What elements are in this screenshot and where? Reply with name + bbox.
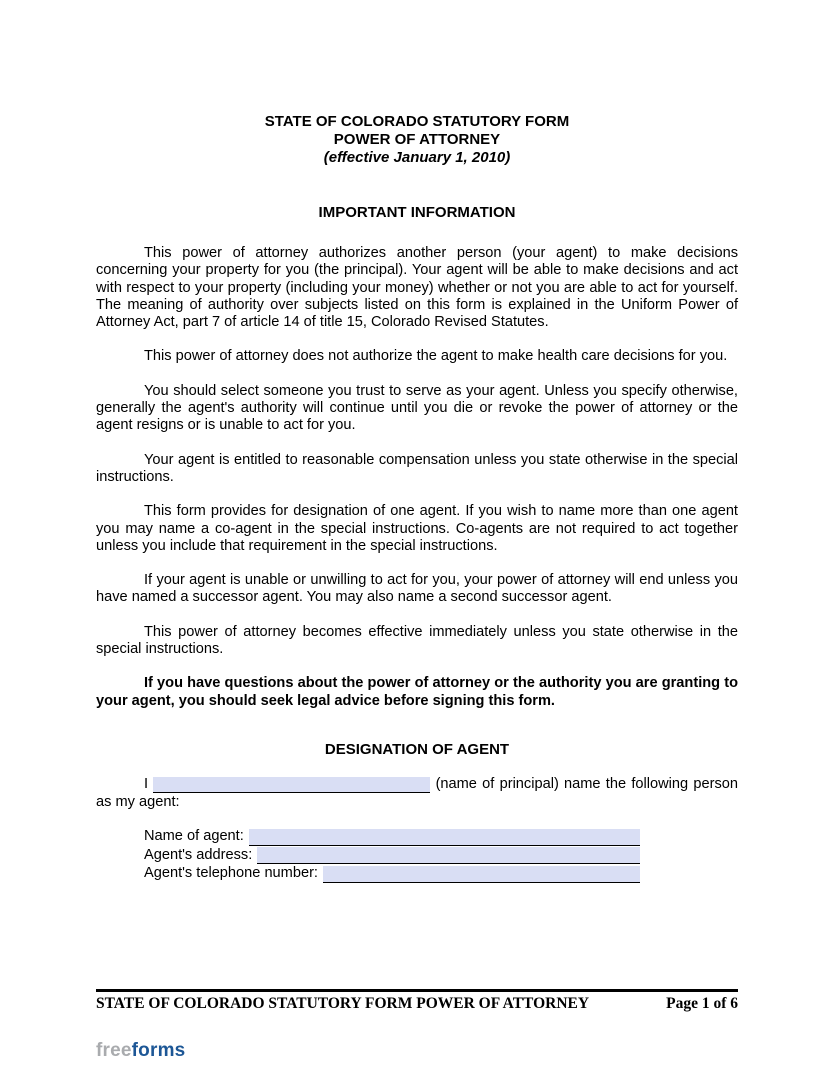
- field-label-agent-address: Agent's address:: [144, 846, 253, 863]
- paragraph-successor-agent: If your agent is unable or unwilling to act for you, your power of attorney will end unless you have named a successor agent. You may also name a second successor agent.: [96, 572, 738, 606]
- designation-intro: [96, 775, 738, 811]
- agent-phone-field[interactable]: [323, 866, 640, 883]
- section-heading-important-information: IMPORTANT INFORMATION: [318, 204, 516, 221]
- legal-advice-notice: If you have questions about the power of attorney or the authority you are granting to your agent, you should seek legal advice before signing this form.: [96, 675, 738, 709]
- paragraph-effective-immediately: This power of attorney becomes effective immediately unless you state otherwise in the special instructions.: [96, 623, 738, 658]
- paragraph-select-agent: You should select someone you trust to serve as your agent. Unless you specify otherwise, generally the agent's authority will continue until you die or revoke the power of attorney or the agent resigns or is unable to act for you.: [96, 382, 738, 434]
- logo-part-forms: forms: [131, 1040, 186, 1061]
- field-row-agent-address: [96, 846, 640, 865]
- paragraph-one-agent: This form provides for designation of one agent. If you wish to name more than one agent you may name a co-agent in the special instructions. Co-agents are not required to act together unless you include that requirement in the special instructions.: [96, 503, 738, 554]
- agent-fields: [96, 827, 738, 883]
- field-row-agent-phone: [96, 864, 640, 883]
- footer-page-number: Page 1 of 6: [666, 995, 738, 1012]
- field-label-agent-name: Name of agent:: [144, 827, 244, 844]
- document-body: [96, 113, 738, 883]
- paragraph-compensation: Your agent is entitled to reasonable compensation unless you state otherwise in the special instructions.: [96, 451, 738, 485]
- footer: [96, 989, 738, 1013]
- intro-suffix: (name of principal) name the following person as: [96, 775, 738, 810]
- agent-address-field[interactable]: [257, 847, 640, 864]
- document-title: [96, 113, 738, 167]
- intro-line2: my agent:: [115, 793, 180, 810]
- document-title-effective-date: (effective January 1, 2010): [323, 149, 511, 166]
- logo-part-free: free: [96, 1040, 132, 1061]
- document-title-line-1: STATE OF COLORADO STATUTORY FORM: [264, 113, 570, 130]
- footer-document-title: STATE OF COLORADO STATUTORY FORM POWER OF ATTORNEY: [96, 995, 590, 1012]
- paragraph-health-care: This power of attorney does not authorize the agent to make health care decisions for you.: [144, 348, 728, 365]
- section-heading-designation-of-agent: DESIGNATION OF AGENT: [324, 740, 510, 758]
- agent-name-field[interactable]: [249, 829, 640, 846]
- field-label-agent-phone: Agent's telephone number:: [144, 865, 318, 882]
- intro-prefix: I: [144, 775, 149, 792]
- document-title-line-2: POWER OF ATTORNEY: [333, 131, 501, 148]
- paragraph-authorizes: This power of attorney authorizes another person (your agent) to make decisions concerning your property for you (the principal). Your agent will be able to make decisions and act with respect to your property (including your money) whether or not you are able to act for yourself. The meaning of authority over subjects listed on this form is explained in the Uniform Power of Attorney Act, part 7 of article 14 of title 15, Colorado Revised Statutes.: [96, 245, 738, 331]
- freeforms-logo: [96, 1040, 185, 1062]
- principal-name-field[interactable]: [153, 777, 430, 793]
- field-row-agent-name: [96, 827, 640, 846]
